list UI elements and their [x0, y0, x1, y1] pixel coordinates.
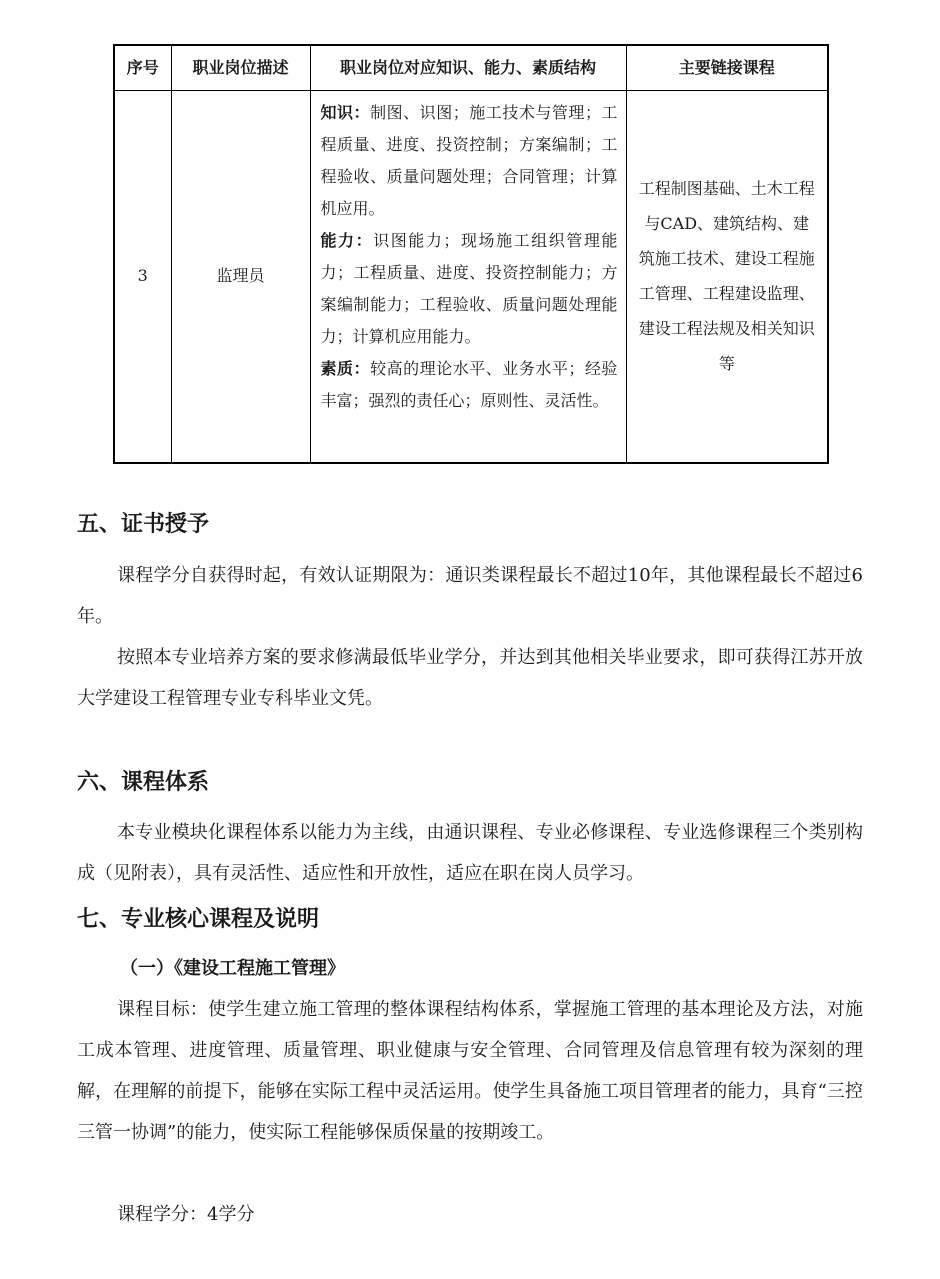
table-row — [114, 91, 828, 463]
quality-text: 较高的理论水平、业务水平；经验丰富；强烈的责任心；原则性、灵活性。 — [320, 359, 618, 410]
quality-block — [321, 353, 618, 417]
quality-label: 素质： — [320, 359, 371, 378]
career-table-container — [113, 44, 827, 464]
header-structure: 职业岗位对应知识、能力、素质结构 — [310, 45, 626, 91]
section-5-title: 五、证书授予 — [77, 512, 210, 537]
course-credit: 课程学分：4学分 — [117, 1204, 255, 1225]
career-table — [113, 44, 829, 464]
knowledge-block — [321, 97, 618, 225]
section-7-title: 七、专业核心课程及说明 — [77, 907, 320, 932]
ability-block — [321, 225, 618, 353]
course-goal-paragraph: 课程目标：使学生建立施工管理的整体课程结构体系，掌握施工管理的基本理论及方法，对施工成本管理、进度管理、质量管理、职业健康与安全管理、合同管理及信息管理有较为深刻的理解，在理解的前提下，能够在实际工程中灵活运用。使学生具备施工项目管理者的能力，具育“三控三管一协调”的能力，使实际工程能够保质保量的按期竣工。 — [77, 999, 863, 1143]
header-position: 职业岗位描述 — [171, 45, 310, 91]
row-index: 3 — [114, 91, 171, 463]
ability-text: 识图能力；现场施工组织管理能力；工程质量、进度、投资控制能力；方案编制能力；工程验收、质量问题处理能力；计算机应用能力。 — [320, 231, 618, 346]
row-courses: 工程制图基础、土木工程与CAD、建筑结构、建筑施工技术、建设工程施工管理、工程建设监理、建设工程法规及相关知识等 — [626, 91, 828, 463]
section-6-paragraph-1: 本专业模块化课程体系以能力为主线，由通识课程、专业必修课程、专业选修课程三个类别构成（见附表），具有灵活性、适应性和开放性，适应在职在岗人员学习。 — [77, 822, 863, 884]
row-structure — [310, 91, 626, 463]
knowledge-text: 制图、识图；施工技术与管理；工程质量、进度、投资控制；方案编制；工程验收、质量问题处理；合同管理；计算机应用。 — [320, 103, 618, 218]
section-6-title: 六、课程体系 — [77, 770, 210, 795]
section-5-paragraph-1: 课程学分自获得时起，有效认证期限为：通识类课程最长不超过10年，其他课程最长不超过6年。 — [77, 565, 863, 627]
ability-label: 能力： — [320, 231, 374, 250]
header-index: 序号 — [114, 45, 171, 91]
course-subtitle: （一）《建设工程施工管理》 — [120, 958, 345, 979]
header-courses: 主要链接课程 — [626, 45, 828, 91]
knowledge-label: 知识： — [320, 103, 371, 122]
table-header-row — [114, 45, 828, 91]
section-5-paragraph-2: 按照本专业培养方案的要求修满最低毕业学分，并达到其他相关毕业要求，即可获得江苏开放大学建设工程管理专业专科毕业文凭。 — [77, 647, 863, 709]
row-position: 监理员 — [171, 91, 310, 463]
